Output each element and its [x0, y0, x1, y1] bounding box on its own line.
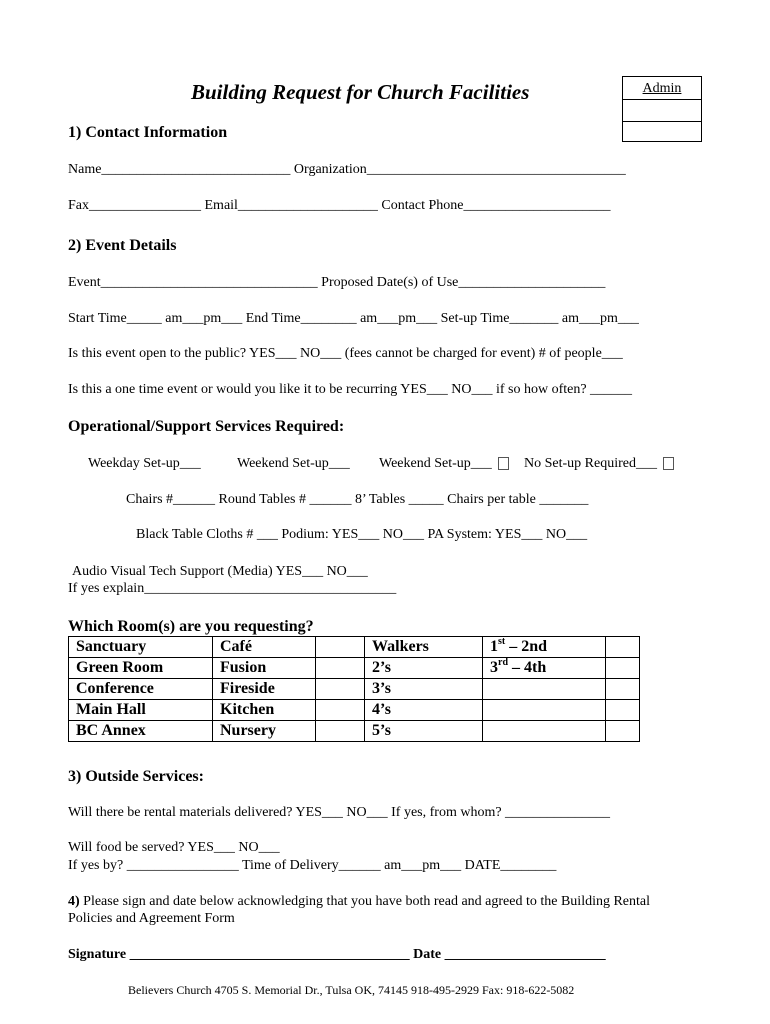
room-cell[interactable]	[483, 658, 606, 679]
event-heading: 2) Event Details	[68, 237, 177, 254]
food-line[interactable]: Will food be served? YES___ NO___	[68, 840, 280, 855]
rental-line[interactable]: Will there be rental materials delivered? YES___ NO___ If yes, from whom? _______________	[68, 805, 611, 820]
contact-heading: 1) Contact Information	[68, 124, 228, 141]
signature-line[interactable]: Signature ________________________________________ Date _______________________	[68, 947, 606, 962]
event-date-line[interactable]: Event_______________________________ Proposed Date(s) of Use_____________________	[68, 275, 606, 290]
check-cell[interactable]	[606, 721, 640, 742]
room-cell[interactable]: Nursery	[213, 721, 316, 742]
footer-address: Believers Church 4705 S. Memorial Dr., Tulsa OK, 74145 918-495-2929 Fax: 918-622-5082	[128, 983, 575, 997]
agreement-line-2: Policies and Agreement Form	[68, 911, 235, 926]
check-cell[interactable]	[606, 679, 640, 700]
av-explain-line[interactable]: If yes explain____________________________________	[68, 581, 397, 596]
check-cell[interactable]	[316, 637, 365, 658]
agreement-line-1	[68, 894, 650, 910]
room-cell[interactable]: Sanctuary	[69, 637, 213, 658]
admin-label: Admin	[642, 81, 682, 96]
room-cell[interactable]: Kitchen	[213, 700, 316, 721]
grade-rest: – 4th	[508, 659, 547, 676]
room-cell[interactable]: Fusion	[213, 658, 316, 679]
empty-cell[interactable]	[483, 700, 606, 721]
room-cell[interactable]: 5’s	[365, 721, 483, 742]
empty-cell[interactable]	[483, 721, 606, 742]
outside-heading: 3) Outside Services:	[68, 768, 204, 785]
empty-cell[interactable]	[483, 679, 606, 700]
food-by-line[interactable]: If yes by? ________________ Time of Delivery______ am___pm___ DATE________	[68, 858, 557, 873]
section4-number: 4)	[68, 894, 80, 909]
room-cell[interactable]: BC Annex	[69, 721, 213, 742]
av-support-line[interactable]: Audio Visual Tech Support (Media) YES___ NO___	[72, 564, 368, 579]
check-cell[interactable]	[316, 700, 365, 721]
check-cell[interactable]	[316, 721, 365, 742]
chairs-tables-line[interactable]: Chairs #______ Round Tables # ______ 8’ Tables _____ Chairs per table _______	[126, 492, 589, 507]
room-cell[interactable]: Conference	[69, 679, 213, 700]
grade-num: 3	[490, 659, 498, 676]
name-org-line[interactable]: Name___________________________ Organization_____________________________________	[68, 162, 626, 177]
check-cell[interactable]	[606, 700, 640, 721]
check-cell[interactable]	[316, 658, 365, 679]
room-cell[interactable]: Green Room	[69, 658, 213, 679]
time-line[interactable]: Start Time_____ am___pm___ End Time________ am___pm___ Set-up Time_______ am___pm___	[68, 311, 639, 326]
check-cell[interactable]	[316, 679, 365, 700]
weekend-setup-1[interactable]: Weekend Set-up___	[237, 456, 350, 471]
operational-heading: Operational/Support Services Required:	[68, 418, 345, 435]
grade-num: 1	[490, 638, 498, 655]
grade-sup: st	[498, 636, 506, 647]
agreement-text-1: Please sign and date below acknowledging that you have both read and agreed to the Building Rental	[79, 894, 651, 909]
admin-box	[622, 76, 702, 142]
grade-rest: – 2nd	[505, 638, 548, 655]
no-setup[interactable]: No Set-up Required___	[524, 456, 657, 471]
rooms-table	[68, 636, 640, 742]
checkbox-icon[interactable]	[663, 457, 674, 470]
rooms-heading: Which Room(s) are you requesting?	[68, 618, 314, 635]
room-cell[interactable]: Walkers	[365, 637, 483, 658]
room-cell[interactable]: 4’s	[365, 700, 483, 721]
check-cell[interactable]	[606, 637, 640, 658]
page-title: Building Request for Church Facilities	[191, 80, 530, 104]
tablecloth-podium-pa-line[interactable]: Black Table Cloths # ___ Podium: YES___ NO___ PA System: YES___ NO___	[136, 527, 588, 542]
recurring-line[interactable]: Is this a one time event or would you like it to be recurring YES___ NO___ if so how often? ______	[68, 382, 633, 397]
room-cell[interactable]: 2’s	[365, 658, 483, 679]
room-cell[interactable]	[483, 637, 606, 658]
fax-email-phone-line[interactable]: Fax________________ Email____________________ Contact Phone_____________________	[68, 198, 611, 213]
weekend-setup-2[interactable]: Weekend Set-up___	[379, 456, 492, 471]
check-cell[interactable]	[606, 658, 640, 679]
room-cell[interactable]: Main Hall	[69, 700, 213, 721]
room-cell[interactable]: Café	[213, 637, 316, 658]
weekday-setup[interactable]: Weekday Set-up___	[88, 456, 201, 471]
room-cell[interactable]: Fireside	[213, 679, 316, 700]
checkbox-icon[interactable]	[498, 457, 509, 470]
room-cell[interactable]: 3’s	[365, 679, 483, 700]
public-line[interactable]: Is this event open to the public? YES___ NO___ (fees cannot be charged for event) # of people___	[68, 346, 623, 361]
grade-sup: rd	[498, 657, 508, 668]
